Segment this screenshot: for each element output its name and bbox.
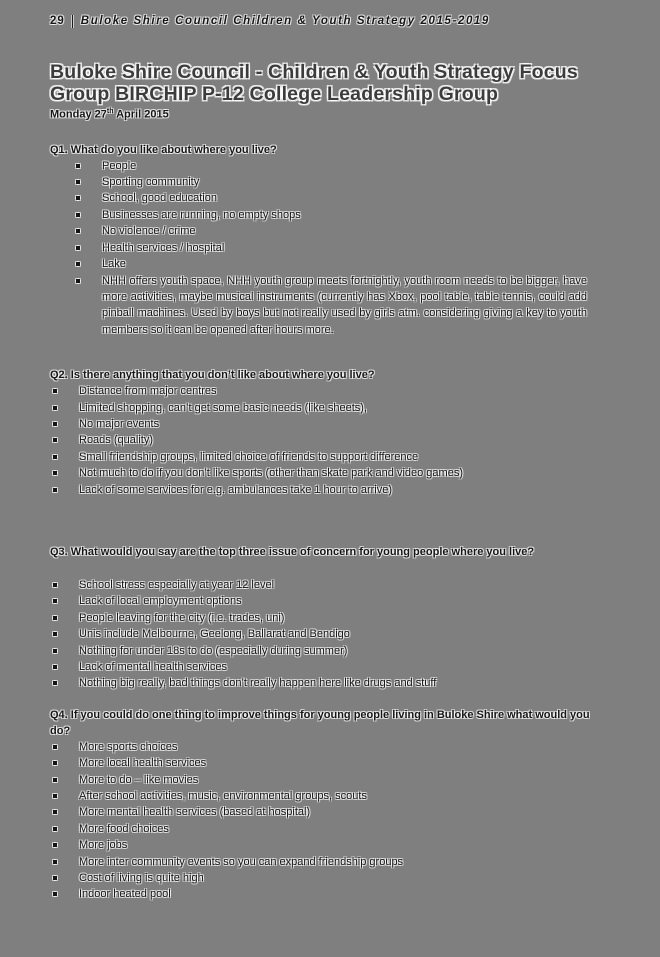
bullet-item: School, good education bbox=[75, 190, 587, 206]
meeting-date-ordinal: th bbox=[106, 108, 114, 115]
bullet-item: School stress especially at year 12 level bbox=[52, 577, 610, 593]
meeting-date-day: Monday 27 bbox=[50, 108, 107, 121]
page-number: 29 bbox=[50, 15, 65, 27]
bullet-item: More jobs bbox=[52, 837, 610, 853]
question-1-heading: Q1. What do you like about where you live? bbox=[50, 143, 277, 156]
page-header bbox=[50, 13, 610, 29]
bullet-item: More inter community events so you can expand friendship groups bbox=[52, 854, 610, 870]
question-2-list bbox=[52, 383, 610, 498]
bullet-item: More local health services bbox=[52, 755, 610, 771]
bullet-item: More mental health services (based at hospital) bbox=[52, 804, 610, 820]
bullet-item: Lake bbox=[75, 256, 587, 272]
bullet-item: Limited shopping, can’t get some basic needs (like sheets), bbox=[52, 400, 610, 416]
bullet-item: More sports choices bbox=[52, 739, 610, 755]
bullet-item: More food choices bbox=[52, 821, 610, 837]
bullet-item: Roads (quality) bbox=[52, 432, 610, 448]
bullet-item: More to do – like movies bbox=[52, 772, 610, 788]
question-3-heading: Q3. What would you say are the top three issue of concern for young people where you live? bbox=[50, 545, 535, 558]
question-4-section bbox=[50, 707, 610, 903]
bullet-item: Nothing for under 18s to do (especially during summer) bbox=[52, 643, 610, 659]
bullet-item: People bbox=[75, 158, 587, 174]
bullet-item: Small friendship groups, limited choice of friends to support difference bbox=[52, 449, 610, 465]
header-title: Buloke Shire Council Children & Youth Strategy 2015-2019 bbox=[80, 15, 490, 27]
question-4-list bbox=[52, 739, 610, 903]
bullet-item: Sporting community bbox=[75, 174, 587, 190]
question-3-section bbox=[50, 544, 610, 692]
document-title: Buloke Shire Council - Children & Youth Strategy Focus Group BIRCHIP P-12 College Leadership Group bbox=[50, 61, 578, 105]
question-3-list bbox=[52, 577, 610, 692]
bullet-item: Businesses are running, no empty shops bbox=[75, 207, 587, 223]
bullet-item: Nothing big really, bad things don’t really happen here like drugs and stuff bbox=[52, 675, 610, 691]
bullet-item: After school activities, music, environmental groups, scouts bbox=[52, 788, 610, 804]
bullet-item: NHH offers youth space, NHH youth group meets fortnightly, youth room needs to be bigger, have more activities, maybe musical instruments (currently has Xbox, pool table, table tennis, could add pinball machines. Used by boys but not really used by girls atm. considering giving a key to youth members so it can be opened after hours more. bbox=[75, 273, 587, 339]
bullet-item: No violence / crime bbox=[75, 223, 587, 239]
question-2-section bbox=[50, 367, 610, 498]
bullet-item: Indoor heated pool bbox=[52, 886, 610, 902]
bullet-item: No major events bbox=[52, 416, 610, 432]
bullet-item: Lack of local employment options bbox=[52, 593, 610, 609]
question-2-heading: Q2. Is there anything that you don’t like about where you live? bbox=[50, 369, 375, 382]
question-4-heading: Q4. If you could do one thing to improve things for young people living in Buloke Shire what would you do? bbox=[50, 708, 590, 737]
bullet-item: Unis include Melbourne, Geelong, Ballarat and Bendigo bbox=[52, 626, 610, 642]
bullet-item: Lack of some services for e.g. ambulances take 1 hour to arrive) bbox=[52, 482, 610, 498]
bullet-item: People leaving for the city (i.e. trades, uni) bbox=[52, 610, 610, 626]
question-1-section bbox=[50, 142, 610, 338]
bullet-item: Health services / hospital bbox=[75, 240, 587, 256]
bullet-item: Lack of mental health services bbox=[52, 659, 610, 675]
meeting-date-month-year: April 2015 bbox=[113, 108, 169, 121]
header-divider bbox=[72, 15, 73, 28]
bullet-item: Distance from major centres bbox=[52, 383, 610, 399]
bullet-item: Not much to do if you don’t like sports (other than skate park and video games) bbox=[52, 465, 610, 481]
question-1-list bbox=[75, 158, 587, 338]
meeting-date bbox=[50, 108, 610, 121]
bullet-item: Cost of living is quite high bbox=[52, 870, 610, 886]
